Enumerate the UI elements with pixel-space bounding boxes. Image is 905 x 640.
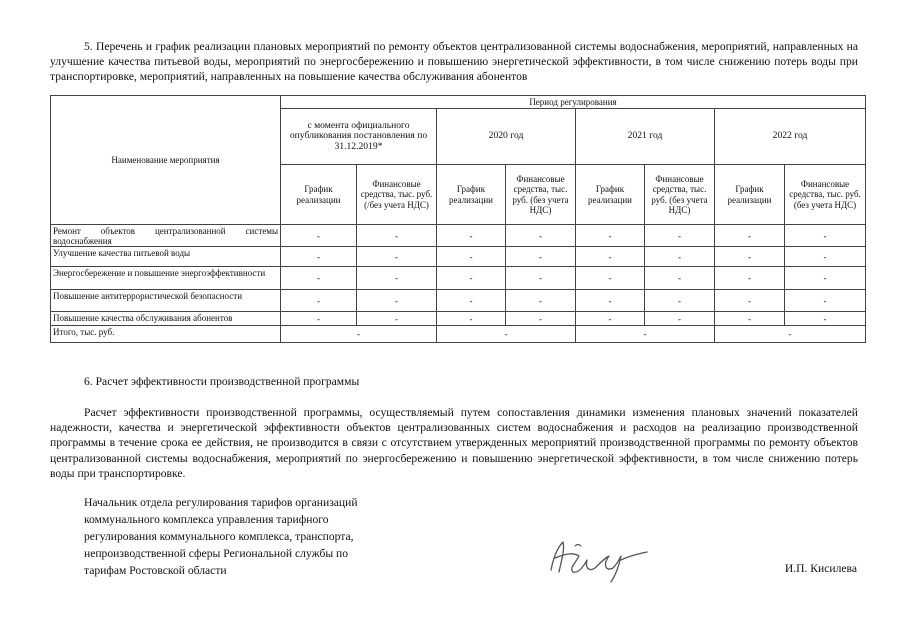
header-period-initial: с момента официального опубликования постановления по 31.12.2019* — [281, 109, 437, 165]
table-cell: - — [281, 290, 357, 312]
header-period-2022: 2022 год — [715, 109, 866, 165]
subheader-schedule: График реализации — [715, 165, 785, 225]
subheader-schedule: График реализации — [576, 165, 645, 225]
table-cell: - — [357, 290, 437, 312]
header-period: Период регулирования — [281, 96, 866, 109]
subheader-funds: Финансовые средства, тыс. руб. (/без учета НДС) — [357, 165, 437, 225]
table-cell: - — [645, 225, 715, 247]
table-cell: - — [357, 247, 437, 267]
table-cell: - — [785, 247, 866, 267]
event-name: Энергосбережение и повышение энергоэффективности — [51, 267, 281, 290]
table-cell: - — [437, 225, 506, 247]
section-6-title: 6. Расчет эффективности производственной программы — [84, 375, 360, 388]
table-cell: - — [437, 312, 506, 326]
handwritten-signature — [545, 534, 655, 584]
total-label: Итого, тыс. руб. — [51, 326, 281, 343]
table-cell: - — [357, 267, 437, 290]
table-cell: - — [785, 225, 866, 247]
table-cell: - — [357, 312, 437, 326]
table-row — [51, 247, 866, 267]
table-cell: - — [506, 267, 576, 290]
table-cell: - — [576, 290, 645, 312]
table-cell: - — [281, 267, 357, 290]
event-name: Улучшение качества питьевой воды — [51, 247, 281, 267]
table-cell: - — [281, 312, 357, 326]
table-total-row — [51, 326, 866, 343]
signatory-position — [84, 494, 404, 579]
subheader-funds: Финансовые средства, тыс. руб. (без учета НДС) — [785, 165, 866, 225]
total-cell: - — [715, 326, 866, 343]
table-cell: - — [715, 247, 785, 267]
table-cell: - — [785, 312, 866, 326]
table-cell: - — [437, 247, 506, 267]
table-row — [51, 225, 866, 247]
event-name: Повышение качества обслуживания абонентов — [51, 312, 281, 326]
header-period-2020: 2020 год — [437, 109, 576, 165]
table-cell: - — [785, 290, 866, 312]
total-cell: - — [281, 326, 437, 343]
event-name: Повышение антитеррористической безопасности — [51, 290, 281, 312]
table-row — [51, 312, 866, 326]
header-event-name: Наименование мероприятия — [51, 96, 281, 225]
table-cell: - — [281, 225, 357, 247]
table-cell: - — [281, 247, 357, 267]
total-cell: - — [437, 326, 576, 343]
signatory-position-line: тарифам Ростовской области — [84, 564, 227, 577]
table-row — [51, 290, 866, 312]
table-cell: - — [357, 225, 437, 247]
table-cell: - — [576, 225, 645, 247]
table-cell: - — [645, 267, 715, 290]
signatory-position-line: Начальник отдела регулирования тарифов организаций — [84, 496, 358, 509]
table-cell: - — [506, 247, 576, 267]
table-cell: - — [576, 267, 645, 290]
signatory-position-line: коммунального комплекса управления тарифного — [84, 513, 329, 526]
table-cell: - — [506, 225, 576, 247]
table-cell: - — [785, 267, 866, 290]
events-table — [50, 95, 866, 343]
event-name: Ремонт объектов централизованной системы водоснабжения — [51, 225, 281, 247]
signatory-position-line: непроизводственной сферы Региональной службы по — [84, 547, 349, 560]
table-cell: - — [645, 312, 715, 326]
subheader-funds: Финансовые средства, тыс. руб. (без учета НДС) — [506, 165, 576, 225]
table-cell: - — [576, 312, 645, 326]
table-cell: - — [645, 290, 715, 312]
signatory-position-line: регулирования коммунального комплекса, транспорта, — [84, 530, 354, 543]
table-cell: - — [437, 267, 506, 290]
signatory-name: И.П. Кисилева — [784, 562, 857, 575]
table-cell: - — [437, 290, 506, 312]
table-cell: - — [506, 290, 576, 312]
table-cell: - — [506, 312, 576, 326]
table-cell: - — [715, 312, 785, 326]
subheader-schedule: График реализации — [437, 165, 506, 225]
table-cell: - — [715, 290, 785, 312]
subheader-funds: Финансовые средства, тыс. руб. (без учета НДС) — [645, 165, 715, 225]
table-cell: - — [576, 247, 645, 267]
table-cell: - — [715, 267, 785, 290]
section-5-heading: 5. Перечень и график реализации плановых мероприятий по ремонту объектов централизованной системы водоснабжения, мероприятий, направленных на улучшение качества питьевой воды, мероприятий по энергосбережению и повышению энергетической эффективности, в том числе снижению потерь воды при транспортировке, мероприятий, направленных на повышение качества обслуживания абонентов — [50, 40, 858, 84]
subheader-schedule: График реализации — [281, 165, 357, 225]
table-cell: - — [715, 225, 785, 247]
header-period-2021: 2021 год — [576, 109, 715, 165]
table-row — [51, 267, 866, 290]
table-cell: - — [645, 247, 715, 267]
section-6-text: Расчет эффективности производственной программы, осуществляемый путем сопоставления динамики изменения плановых значений показателей надежности, качества и энергетической эффективности объектов централизованных систем водоснабжения и расходов на реализацию производственной программы в течение срока ее действия, не производится в связи с отсутствием утвержденных мероприятий производственной программы по ремонту объектов централизованной системы водоснабжения, мероприятий по энергосбережению и повышению энергетической эффективности, в том числе снижению потерь воды при транспортировке. — [50, 406, 858, 480]
total-cell: - — [576, 326, 715, 343]
